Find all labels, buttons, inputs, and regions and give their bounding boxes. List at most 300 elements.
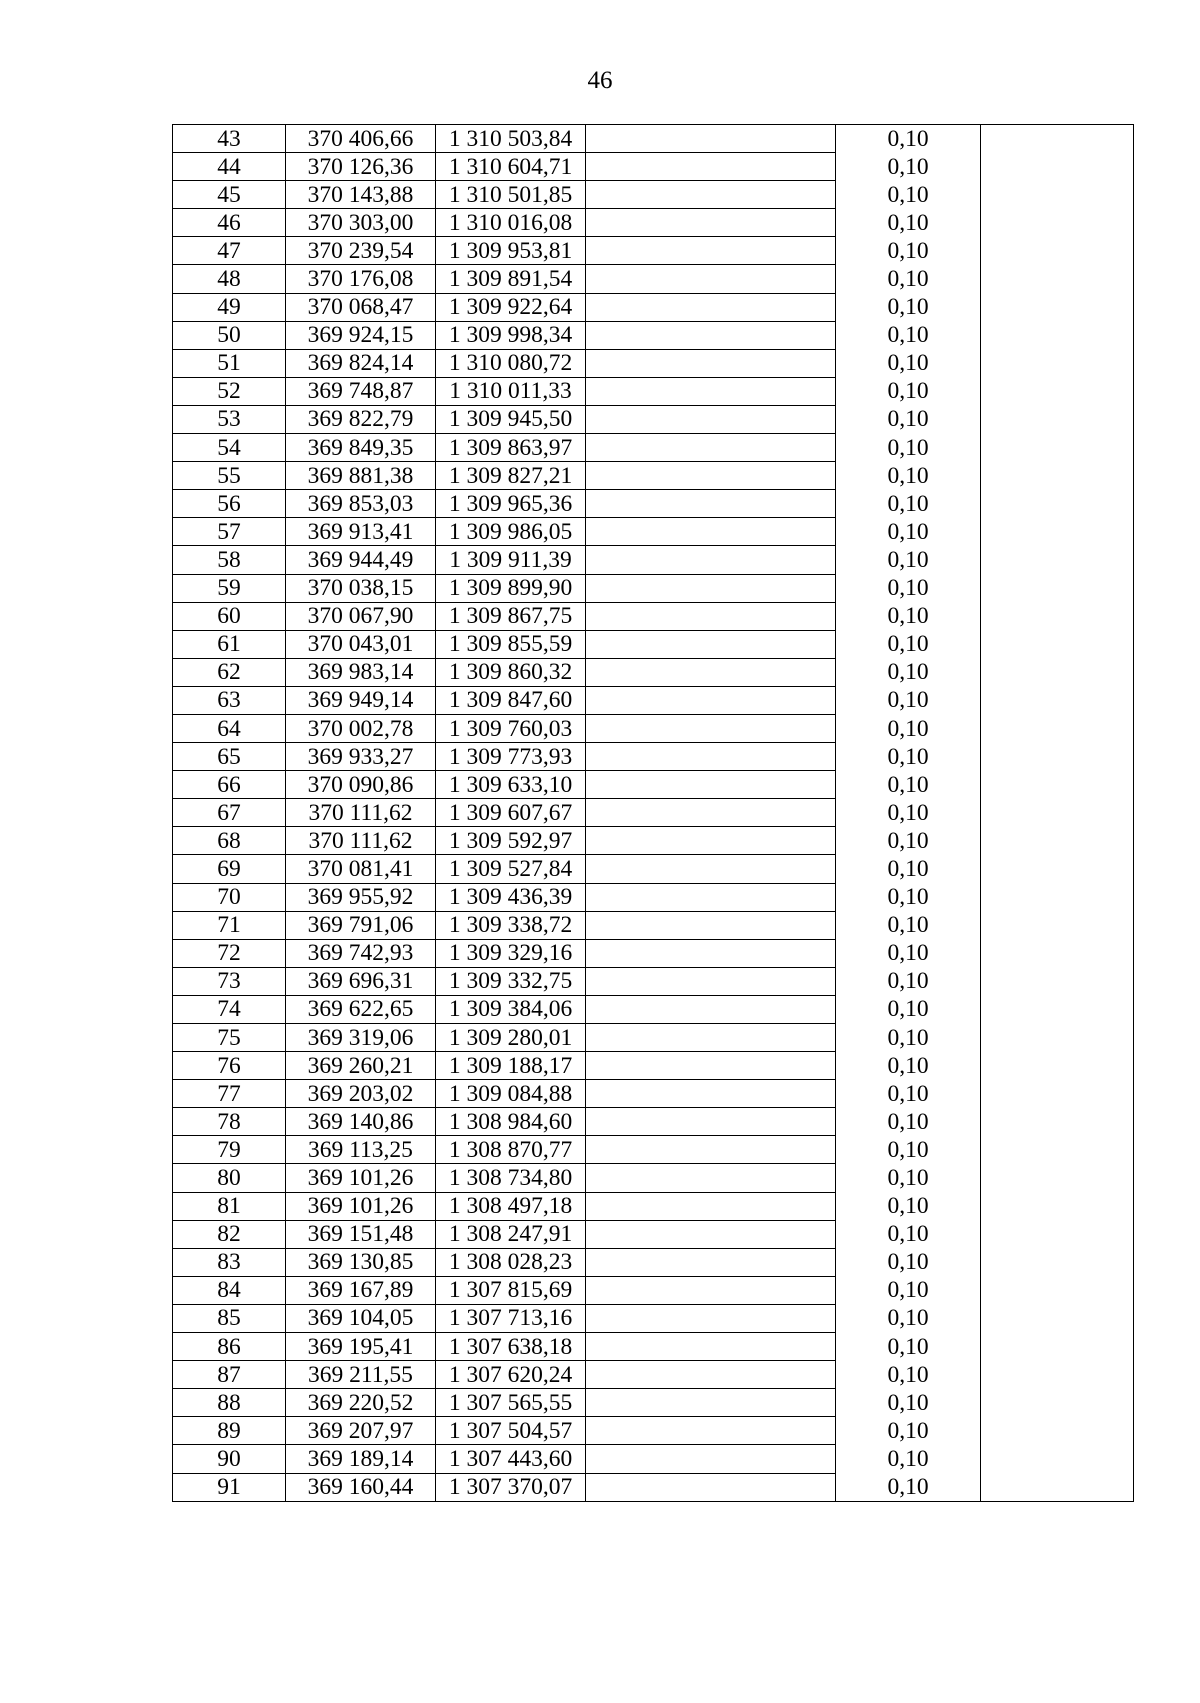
point-number-cell: 63 bbox=[173, 686, 286, 714]
y-coordinate-cell: 1 308 247,91 bbox=[436, 1220, 586, 1248]
empty-cell bbox=[981, 434, 1134, 462]
empty-cell bbox=[586, 546, 836, 574]
value-cell: 0,10 bbox=[836, 209, 981, 237]
empty-cell bbox=[586, 1333, 836, 1361]
empty-cell bbox=[981, 462, 1134, 490]
x-coordinate-cell: 370 143,88 bbox=[286, 181, 436, 209]
value-cell: 0,10 bbox=[836, 1220, 981, 1248]
y-coordinate-cell: 1 309 338,72 bbox=[436, 911, 586, 939]
empty-cell bbox=[981, 1389, 1134, 1417]
point-number-cell: 89 bbox=[173, 1417, 286, 1445]
point-number-cell: 47 bbox=[173, 237, 286, 265]
empty-cell bbox=[586, 321, 836, 349]
x-coordinate-cell: 369 207,97 bbox=[286, 1417, 436, 1445]
point-number-cell: 88 bbox=[173, 1389, 286, 1417]
x-coordinate-cell: 369 824,14 bbox=[286, 349, 436, 377]
empty-cell bbox=[981, 1108, 1134, 1136]
x-coordinate-cell: 369 983,14 bbox=[286, 658, 436, 686]
y-coordinate-cell: 1 307 504,57 bbox=[436, 1417, 586, 1445]
y-coordinate-cell: 1 309 436,39 bbox=[436, 883, 586, 911]
y-coordinate-cell: 1 310 501,85 bbox=[436, 181, 586, 209]
empty-cell bbox=[586, 743, 836, 771]
y-coordinate-cell: 1 307 565,55 bbox=[436, 1389, 586, 1417]
empty-cell bbox=[586, 237, 836, 265]
empty-cell bbox=[586, 939, 836, 967]
point-number-cell: 50 bbox=[173, 321, 286, 349]
x-coordinate-cell: 370 111,62 bbox=[286, 799, 436, 827]
value-cell: 0,10 bbox=[836, 1108, 981, 1136]
table-row bbox=[173, 1024, 1134, 1052]
x-coordinate-cell: 370 090,86 bbox=[286, 771, 436, 799]
table-row bbox=[173, 1389, 1134, 1417]
table-row bbox=[173, 855, 1134, 883]
empty-cell bbox=[586, 209, 836, 237]
y-coordinate-cell: 1 308 870,77 bbox=[436, 1136, 586, 1164]
point-number-cell: 73 bbox=[173, 967, 286, 995]
point-number-cell: 52 bbox=[173, 377, 286, 405]
y-coordinate-cell: 1 309 527,84 bbox=[436, 855, 586, 883]
empty-cell bbox=[981, 1304, 1134, 1332]
empty-cell bbox=[981, 1192, 1134, 1220]
empty-cell bbox=[586, 602, 836, 630]
coordinates-table bbox=[172, 124, 1134, 1502]
y-coordinate-cell: 1 308 734,80 bbox=[436, 1164, 586, 1192]
value-cell: 0,10 bbox=[836, 321, 981, 349]
empty-cell bbox=[586, 1389, 836, 1417]
y-coordinate-cell: 1 309 998,34 bbox=[436, 321, 586, 349]
value-cell: 0,10 bbox=[836, 349, 981, 377]
value-cell: 0,10 bbox=[836, 377, 981, 405]
empty-cell bbox=[981, 1473, 1134, 1501]
table-row bbox=[173, 799, 1134, 827]
empty-cell bbox=[981, 883, 1134, 911]
value-cell: 0,10 bbox=[836, 1445, 981, 1473]
point-number-cell: 78 bbox=[173, 1108, 286, 1136]
empty-cell bbox=[981, 939, 1134, 967]
point-number-cell: 65 bbox=[173, 743, 286, 771]
value-cell: 0,10 bbox=[836, 743, 981, 771]
value-cell: 0,10 bbox=[836, 490, 981, 518]
x-coordinate-cell: 370 406,66 bbox=[286, 125, 436, 153]
empty-cell bbox=[981, 771, 1134, 799]
empty-cell bbox=[586, 883, 836, 911]
table-row bbox=[173, 911, 1134, 939]
empty-cell bbox=[981, 574, 1134, 602]
point-number-cell: 76 bbox=[173, 1052, 286, 1080]
x-coordinate-cell: 369 130,85 bbox=[286, 1248, 436, 1276]
empty-cell bbox=[586, 1361, 836, 1389]
table-row bbox=[173, 293, 1134, 321]
table-row bbox=[173, 686, 1134, 714]
table-row bbox=[173, 1473, 1134, 1501]
empty-cell bbox=[981, 237, 1134, 265]
point-number-cell: 81 bbox=[173, 1192, 286, 1220]
table-row bbox=[173, 209, 1134, 237]
value-cell: 0,10 bbox=[836, 1417, 981, 1445]
value-cell: 0,10 bbox=[836, 1276, 981, 1304]
y-coordinate-cell: 1 309 773,93 bbox=[436, 743, 586, 771]
table-row bbox=[173, 1164, 1134, 1192]
value-cell: 0,10 bbox=[836, 771, 981, 799]
value-cell: 0,10 bbox=[836, 855, 981, 883]
table-row bbox=[173, 967, 1134, 995]
empty-cell bbox=[586, 181, 836, 209]
y-coordinate-cell: 1 309 945,50 bbox=[436, 405, 586, 433]
point-number-cell: 91 bbox=[173, 1473, 286, 1501]
point-number-cell: 67 bbox=[173, 799, 286, 827]
x-coordinate-cell: 369 189,14 bbox=[286, 1445, 436, 1473]
table-row bbox=[173, 827, 1134, 855]
y-coordinate-cell: 1 309 847,60 bbox=[436, 686, 586, 714]
empty-cell bbox=[586, 658, 836, 686]
point-number-cell: 54 bbox=[173, 434, 286, 462]
point-number-cell: 43 bbox=[173, 125, 286, 153]
value-cell: 0,10 bbox=[836, 1361, 981, 1389]
empty-cell bbox=[981, 405, 1134, 433]
empty-cell bbox=[981, 1024, 1134, 1052]
table-row bbox=[173, 1220, 1134, 1248]
y-coordinate-cell: 1 309 860,32 bbox=[436, 658, 586, 686]
table-body bbox=[173, 125, 1134, 1502]
y-coordinate-cell: 1 309 855,59 bbox=[436, 630, 586, 658]
empty-cell bbox=[981, 714, 1134, 742]
empty-cell bbox=[981, 1333, 1134, 1361]
point-number-cell: 74 bbox=[173, 995, 286, 1023]
empty-cell bbox=[981, 1080, 1134, 1108]
table-row bbox=[173, 883, 1134, 911]
x-coordinate-cell: 369 881,38 bbox=[286, 462, 436, 490]
empty-cell bbox=[981, 349, 1134, 377]
value-cell: 0,10 bbox=[836, 1333, 981, 1361]
empty-cell bbox=[981, 743, 1134, 771]
empty-cell bbox=[586, 153, 836, 181]
value-cell: 0,10 bbox=[836, 293, 981, 321]
y-coordinate-cell: 1 309 827,21 bbox=[436, 462, 586, 490]
x-coordinate-cell: 369 101,26 bbox=[286, 1164, 436, 1192]
x-coordinate-cell: 369 696,31 bbox=[286, 967, 436, 995]
x-coordinate-cell: 369 949,14 bbox=[286, 686, 436, 714]
empty-cell bbox=[981, 490, 1134, 518]
point-number-cell: 58 bbox=[173, 546, 286, 574]
value-cell: 0,10 bbox=[836, 1024, 981, 1052]
y-coordinate-cell: 1 310 604,71 bbox=[436, 153, 586, 181]
y-coordinate-cell: 1 309 760,03 bbox=[436, 714, 586, 742]
empty-cell bbox=[586, 1164, 836, 1192]
x-coordinate-cell: 370 176,08 bbox=[286, 265, 436, 293]
table-row bbox=[173, 1192, 1134, 1220]
value-cell: 0,10 bbox=[836, 125, 981, 153]
empty-cell bbox=[981, 658, 1134, 686]
y-coordinate-cell: 1 308 028,23 bbox=[436, 1248, 586, 1276]
table-row bbox=[173, 1248, 1134, 1276]
table-row bbox=[173, 490, 1134, 518]
empty-cell bbox=[981, 209, 1134, 237]
value-cell: 0,10 bbox=[836, 237, 981, 265]
point-number-cell: 68 bbox=[173, 827, 286, 855]
empty-cell bbox=[981, 181, 1134, 209]
y-coordinate-cell: 1 309 592,97 bbox=[436, 827, 586, 855]
table-row bbox=[173, 1417, 1134, 1445]
x-coordinate-cell: 369 113,25 bbox=[286, 1136, 436, 1164]
value-cell: 0,10 bbox=[836, 686, 981, 714]
empty-cell bbox=[586, 574, 836, 602]
y-coordinate-cell: 1 309 986,05 bbox=[436, 518, 586, 546]
point-number-cell: 53 bbox=[173, 405, 286, 433]
value-cell: 0,10 bbox=[836, 1052, 981, 1080]
y-coordinate-cell: 1 309 384,06 bbox=[436, 995, 586, 1023]
table-row bbox=[173, 349, 1134, 377]
point-number-cell: 75 bbox=[173, 1024, 286, 1052]
table-row bbox=[173, 1276, 1134, 1304]
table-row bbox=[173, 1304, 1134, 1332]
empty-cell bbox=[586, 462, 836, 490]
value-cell: 0,10 bbox=[836, 518, 981, 546]
empty-cell bbox=[586, 799, 836, 827]
value-cell: 0,10 bbox=[836, 1136, 981, 1164]
point-number-cell: 66 bbox=[173, 771, 286, 799]
table-row bbox=[173, 630, 1134, 658]
point-number-cell: 46 bbox=[173, 209, 286, 237]
page-number: 46 bbox=[587, 67, 613, 94]
point-number-cell: 82 bbox=[173, 1220, 286, 1248]
point-number-cell: 55 bbox=[173, 462, 286, 490]
empty-cell bbox=[586, 1473, 836, 1501]
empty-cell bbox=[981, 799, 1134, 827]
x-coordinate-cell: 369 195,41 bbox=[286, 1333, 436, 1361]
x-coordinate-cell: 369 622,65 bbox=[286, 995, 436, 1023]
value-cell: 0,10 bbox=[836, 546, 981, 574]
value-cell: 0,10 bbox=[836, 967, 981, 995]
empty-cell bbox=[586, 1080, 836, 1108]
value-cell: 0,10 bbox=[836, 574, 981, 602]
empty-cell bbox=[981, 153, 1134, 181]
table-row bbox=[173, 743, 1134, 771]
empty-cell bbox=[981, 377, 1134, 405]
x-coordinate-cell: 370 126,36 bbox=[286, 153, 436, 181]
y-coordinate-cell: 1 307 370,07 bbox=[436, 1473, 586, 1501]
point-number-cell: 70 bbox=[173, 883, 286, 911]
empty-cell bbox=[981, 1445, 1134, 1473]
empty-cell bbox=[586, 630, 836, 658]
table-row bbox=[173, 377, 1134, 405]
value-cell: 0,10 bbox=[836, 602, 981, 630]
empty-cell bbox=[981, 855, 1134, 883]
x-coordinate-cell: 369 944,49 bbox=[286, 546, 436, 574]
x-coordinate-cell: 370 239,54 bbox=[286, 237, 436, 265]
table-row bbox=[173, 771, 1134, 799]
empty-cell bbox=[981, 546, 1134, 574]
y-coordinate-cell: 1 307 620,24 bbox=[436, 1361, 586, 1389]
point-number-cell: 60 bbox=[173, 602, 286, 630]
x-coordinate-cell: 369 140,86 bbox=[286, 1108, 436, 1136]
point-number-cell: 86 bbox=[173, 1333, 286, 1361]
point-number-cell: 57 bbox=[173, 518, 286, 546]
empty-cell bbox=[586, 1024, 836, 1052]
x-coordinate-cell: 370 068,47 bbox=[286, 293, 436, 321]
point-number-cell: 56 bbox=[173, 490, 286, 518]
table-row bbox=[173, 405, 1134, 433]
value-cell: 0,10 bbox=[836, 405, 981, 433]
point-number-cell: 64 bbox=[173, 714, 286, 742]
y-coordinate-cell: 1 310 016,08 bbox=[436, 209, 586, 237]
empty-cell bbox=[586, 1276, 836, 1304]
empty-cell bbox=[586, 1445, 836, 1473]
value-cell: 0,10 bbox=[836, 265, 981, 293]
empty-cell bbox=[981, 1220, 1134, 1248]
y-coordinate-cell: 1 309 607,67 bbox=[436, 799, 586, 827]
value-cell: 0,10 bbox=[836, 883, 981, 911]
x-coordinate-cell: 369 822,79 bbox=[286, 405, 436, 433]
empty-cell bbox=[586, 434, 836, 462]
table-row bbox=[173, 714, 1134, 742]
value-cell: 0,10 bbox=[836, 658, 981, 686]
point-number-cell: 90 bbox=[173, 1445, 286, 1473]
table-row bbox=[173, 1445, 1134, 1473]
y-coordinate-cell: 1 309 633,10 bbox=[436, 771, 586, 799]
empty-cell bbox=[981, 125, 1134, 153]
value-cell: 0,10 bbox=[836, 1192, 981, 1220]
value-cell: 0,10 bbox=[836, 1080, 981, 1108]
empty-cell bbox=[981, 827, 1134, 855]
table-row bbox=[173, 1333, 1134, 1361]
empty-cell bbox=[981, 995, 1134, 1023]
y-coordinate-cell: 1 309 280,01 bbox=[436, 1024, 586, 1052]
x-coordinate-cell: 369 791,06 bbox=[286, 911, 436, 939]
table-row bbox=[173, 939, 1134, 967]
y-coordinate-cell: 1 309 965,36 bbox=[436, 490, 586, 518]
empty-cell bbox=[586, 1220, 836, 1248]
empty-cell bbox=[981, 293, 1134, 321]
value-cell: 0,10 bbox=[836, 434, 981, 462]
y-coordinate-cell: 1 309 863,97 bbox=[436, 434, 586, 462]
point-number-cell: 61 bbox=[173, 630, 286, 658]
value-cell: 0,10 bbox=[836, 995, 981, 1023]
table-row bbox=[173, 1108, 1134, 1136]
empty-cell bbox=[586, 995, 836, 1023]
y-coordinate-cell: 1 309 084,88 bbox=[436, 1080, 586, 1108]
point-number-cell: 84 bbox=[173, 1276, 286, 1304]
empty-cell bbox=[586, 490, 836, 518]
table-row bbox=[173, 602, 1134, 630]
x-coordinate-cell: 369 211,55 bbox=[286, 1361, 436, 1389]
table-row bbox=[173, 546, 1134, 574]
empty-cell bbox=[586, 1136, 836, 1164]
empty-cell bbox=[586, 125, 836, 153]
empty-cell bbox=[981, 1136, 1134, 1164]
x-coordinate-cell: 369 924,15 bbox=[286, 321, 436, 349]
value-cell: 0,10 bbox=[836, 153, 981, 181]
y-coordinate-cell: 1 308 497,18 bbox=[436, 1192, 586, 1220]
point-number-cell: 51 bbox=[173, 349, 286, 377]
y-coordinate-cell: 1 309 922,64 bbox=[436, 293, 586, 321]
empty-cell bbox=[586, 1248, 836, 1276]
point-number-cell: 59 bbox=[173, 574, 286, 602]
value-cell: 0,10 bbox=[836, 1389, 981, 1417]
empty-cell bbox=[586, 714, 836, 742]
value-cell: 0,10 bbox=[836, 462, 981, 490]
table-row bbox=[173, 462, 1134, 490]
y-coordinate-cell: 1 310 080,72 bbox=[436, 349, 586, 377]
value-cell: 0,10 bbox=[836, 911, 981, 939]
point-number-cell: 69 bbox=[173, 855, 286, 883]
y-coordinate-cell: 1 309 891,54 bbox=[436, 265, 586, 293]
empty-cell bbox=[586, 967, 836, 995]
table-row bbox=[173, 434, 1134, 462]
y-coordinate-cell: 1 309 329,16 bbox=[436, 939, 586, 967]
x-coordinate-cell: 370 043,01 bbox=[286, 630, 436, 658]
empty-cell bbox=[586, 771, 836, 799]
empty-cell bbox=[981, 1164, 1134, 1192]
y-coordinate-cell: 1 309 332,75 bbox=[436, 967, 586, 995]
point-number-cell: 85 bbox=[173, 1304, 286, 1332]
x-coordinate-cell: 369 853,03 bbox=[286, 490, 436, 518]
point-number-cell: 87 bbox=[173, 1361, 286, 1389]
x-coordinate-cell: 369 849,35 bbox=[286, 434, 436, 462]
table-row bbox=[173, 1136, 1134, 1164]
empty-cell bbox=[586, 293, 836, 321]
table-row bbox=[173, 574, 1134, 602]
value-cell: 0,10 bbox=[836, 939, 981, 967]
empty-cell bbox=[586, 1417, 836, 1445]
point-number-cell: 45 bbox=[173, 181, 286, 209]
y-coordinate-cell: 1 309 899,90 bbox=[436, 574, 586, 602]
empty-cell bbox=[981, 1417, 1134, 1445]
point-number-cell: 79 bbox=[173, 1136, 286, 1164]
table-row bbox=[173, 237, 1134, 265]
empty-cell bbox=[981, 911, 1134, 939]
value-cell: 0,10 bbox=[836, 714, 981, 742]
value-cell: 0,10 bbox=[836, 1248, 981, 1276]
empty-cell bbox=[586, 1052, 836, 1080]
point-number-cell: 71 bbox=[173, 911, 286, 939]
table-row bbox=[173, 1361, 1134, 1389]
value-cell: 0,10 bbox=[836, 799, 981, 827]
point-number-cell: 49 bbox=[173, 293, 286, 321]
table-row bbox=[173, 518, 1134, 546]
empty-cell bbox=[586, 827, 836, 855]
x-coordinate-cell: 370 002,78 bbox=[286, 714, 436, 742]
table-row bbox=[173, 265, 1134, 293]
empty-cell bbox=[981, 518, 1134, 546]
point-number-cell: 44 bbox=[173, 153, 286, 181]
empty-cell bbox=[586, 911, 836, 939]
x-coordinate-cell: 369 203,02 bbox=[286, 1080, 436, 1108]
x-coordinate-cell: 370 111,62 bbox=[286, 827, 436, 855]
y-coordinate-cell: 1 309 867,75 bbox=[436, 602, 586, 630]
empty-cell bbox=[981, 265, 1134, 293]
y-coordinate-cell: 1 307 638,18 bbox=[436, 1333, 586, 1361]
table-row bbox=[173, 153, 1134, 181]
point-number-cell: 77 bbox=[173, 1080, 286, 1108]
y-coordinate-cell: 1 310 011,33 bbox=[436, 377, 586, 405]
empty-cell bbox=[586, 518, 836, 546]
x-coordinate-cell: 369 104,05 bbox=[286, 1304, 436, 1332]
x-coordinate-cell: 369 260,21 bbox=[286, 1052, 436, 1080]
empty-cell bbox=[981, 1052, 1134, 1080]
y-coordinate-cell: 1 307 815,69 bbox=[436, 1276, 586, 1304]
x-coordinate-cell: 370 038,15 bbox=[286, 574, 436, 602]
empty-cell bbox=[981, 1276, 1134, 1304]
x-coordinate-cell: 369 742,93 bbox=[286, 939, 436, 967]
x-coordinate-cell: 370 303,00 bbox=[286, 209, 436, 237]
x-coordinate-cell: 370 081,41 bbox=[286, 855, 436, 883]
y-coordinate-cell: 1 308 984,60 bbox=[436, 1108, 586, 1136]
empty-cell bbox=[586, 686, 836, 714]
empty-cell bbox=[981, 1361, 1134, 1389]
table-row bbox=[173, 125, 1134, 153]
x-coordinate-cell: 369 933,27 bbox=[286, 743, 436, 771]
table-row bbox=[173, 181, 1134, 209]
